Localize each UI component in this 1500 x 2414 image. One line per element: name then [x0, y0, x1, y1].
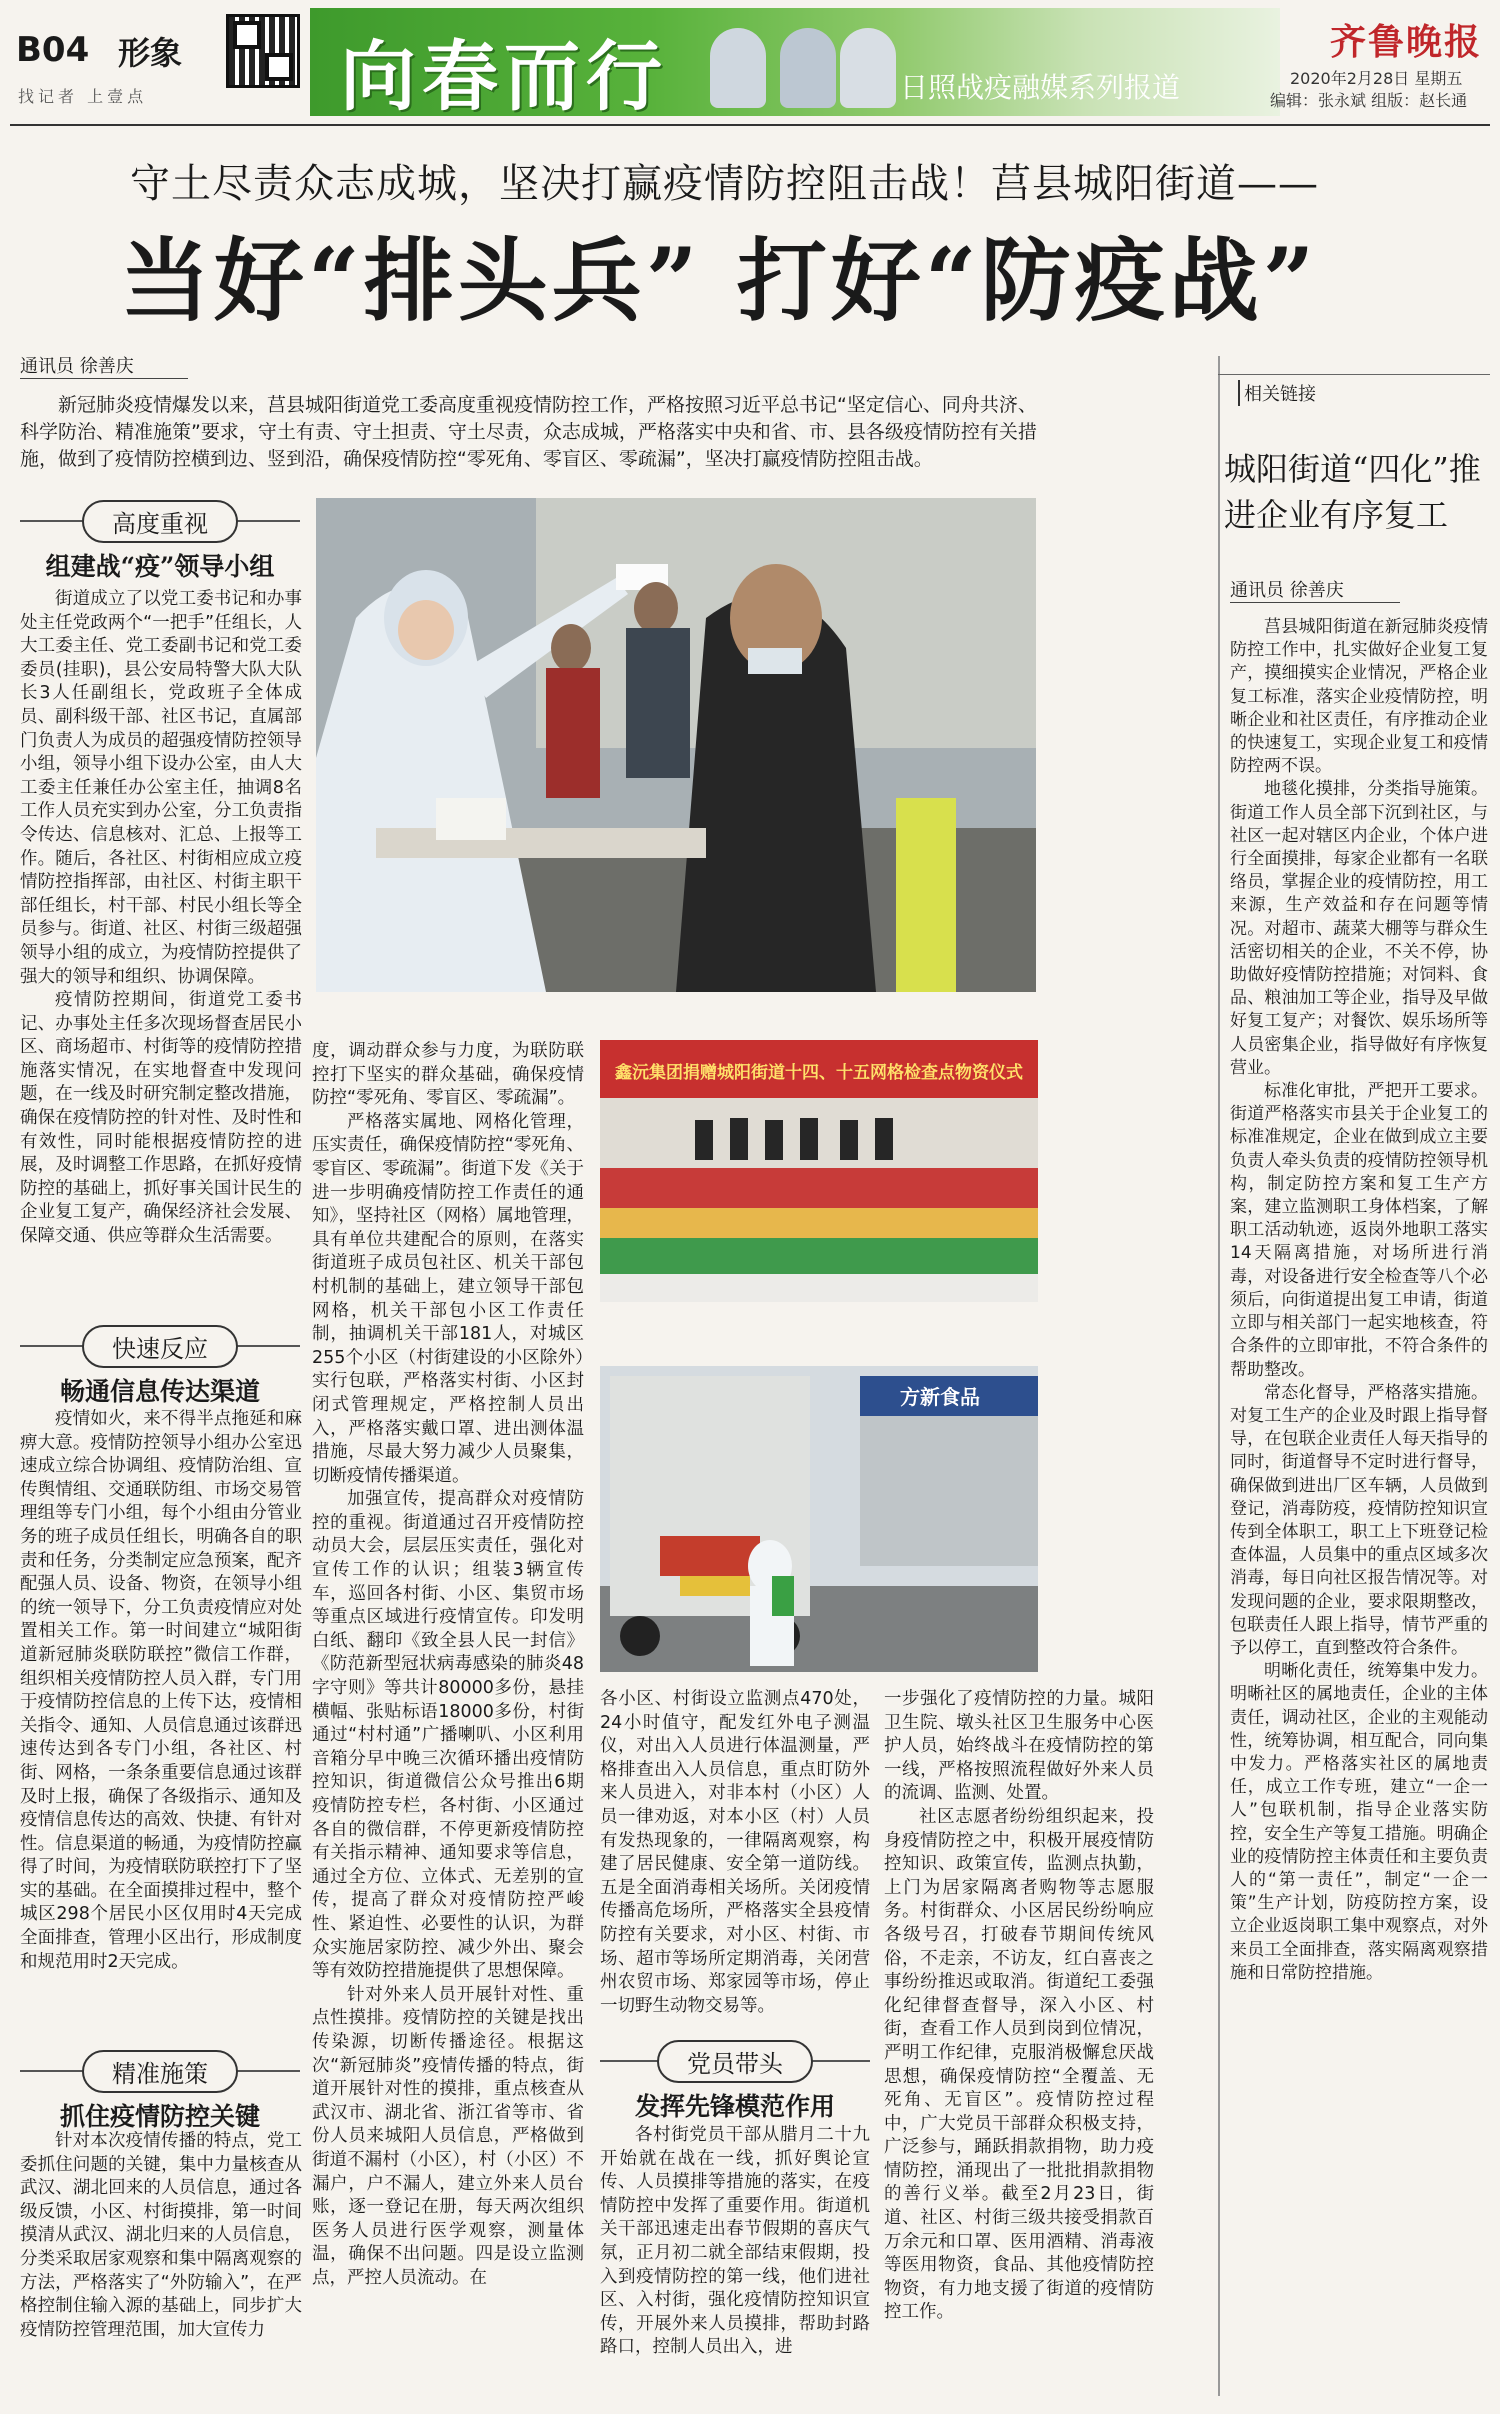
- byline-divider: [20, 378, 188, 379]
- paragraph: 加强宣传，提高群众对疫情防控的重视。街道通过召开疫情防控动员大会，层层压实责任，强化对宣传工作的认识；组装3辆宣传车，巡回各村街、小区、集贸市场等重点区域进行疫情宣传。印发明白纸、翻印《致全县人民一封信》《防范新型冠状病毒感染的肺炎48字守则》等共计80000多份，悬挂横幅、张贴标语18000多份，村街通过“村村通”广播喇叭、小区利用音箱分早中晚三次循环播出疫情防控知识，街道微信公众号推出6期疫情防控专栏，各村街、小区通过各自的微信群，不停更新疫情防控有关指示精神、通知要求等信息，通过全方位、立体式、无差别的宣传，提高了群众对疫情防控严峻性、紧迫性、必要性的认识，为群众实施居家防控、减少外出、聚会等有效防控措施提供了思想保障。: [312, 1489, 584, 1982]
- column-1-block-a: [20, 588, 302, 1310]
- paragraph: 地毯化摸排，分类指导施策。街道工作人员全部下沉到社区，与社区一起对辖区内企业，个体户进行全面摸排，每家企业都有一名联络员，掌握企业的疫情防控，用工来源，生产效益和存在问题等情况。对超市、蔬菜大棚等与群众生活密切相关的企业，不关不停，协助做好疫情防控措施；对饲料、食品、粮油加工等企业，指导及早做好复工复产；对餐饮、娱乐场所等人员密集企业，指导做好有序恢复营业。: [1230, 779, 1488, 1078]
- paragraph: 各村街党员干部从腊月二十九开始就在战在一线，抓好舆论宣传、人员摸排等措施的落实，在疫情防控中发挥了重要作用。街道机关干部迅速走出春节假期的喜庆气氛，正月初二就全部结束假期，投入到疫情防控的第一线，他们进社区、入村街，强化疫情防控知识宣传，开展外来人员摸排，帮助封路路口，控制人员出入，进: [600, 2125, 870, 2358]
- paragraph: 疫情防控期间，街道党工委书记、办事处主任多次现场督查居民小区、商场超市、村街等的疫情防控措施落实情况，在实地督查中发现问题，在一线及时研究制定整改措施，确保在疫情防控的针对性、及时性和有效性，同时能根据疫情防控的进展，及时调整工作思路，在抓好疫情防控的基础上，抓好事关国计民生的企业复工复产，确保经济社会发展、保障交通、供应等群众生活需要。: [20, 990, 302, 1247]
- editor-credits: 编辑：张永斌 组版：赵长通: [1270, 91, 1468, 110]
- section-heading-4-title: 发挥先锋模范作用: [634, 2092, 835, 2121]
- banner-title: 向春而行: [340, 32, 668, 116]
- header-slogan: 找记者 上壹点: [18, 87, 148, 106]
- paragraph: 莒县城阳街道在新冠肺炎疫情防控工作中，扎实做好企业复工复产，摸细摸实企业情况，严格企业复工标准，落实企业疫情防控，明晰企业和社区责任，有序推动企业的快速复工，实现企业复工和疫情防控两不误。: [1230, 617, 1488, 777]
- article-kicker: 守土尽责众志成城，坚决打赢疫情防控阻击战！莒县城阳街道——: [130, 161, 1319, 207]
- section-name: 形象: [118, 34, 183, 72]
- store-sign-text: 方新食品: [900, 1385, 980, 1409]
- section-heading-1: [20, 500, 300, 583]
- masked-person-image: [710, 28, 766, 108]
- related-body: [1230, 616, 1488, 2400]
- header-divider: [10, 124, 1490, 126]
- donation-banner-text: 鑫沅集团捐赠城阳街道十四、十五网格检查点物资仪式: [615, 1063, 1023, 1083]
- related-divider: [1218, 374, 1490, 375]
- paragraph: 一步强化了疫情防控的力量。城阳卫生院、墩头社区卫生服务中心医护人员，始终战斗在疫情防控的第一线，严格按照流程做好外来人员的流调、监测、处置。: [884, 1689, 1154, 1804]
- related-byline-divider: [1230, 602, 1400, 603]
- paragraph: 严格落实属地、网格化管理，压实责任，确保疫情防控“零死角、零盲区、零疏漏”。街道下发《关于进一步明确疫情防控工作责任的通知》，坚持社区（网格）属地管理，具有单位共建配合的原则，在落实街道班子成员包社区、机关干部包村机制的基础上，建立领导干部包网格，机关干部包小区工作责任制，抽调机关干部181人，对城区255个小区（村街建设的小区除外）实行包联，严格落实村街、小区封闭式管理规定，严格控制人员出入，严格落实戴口罩、进出测体温措施，尽最大努力减少人员聚集，切断疫情传播渠道。: [312, 1111, 584, 1486]
- photo-temperature-check: [316, 498, 1036, 992]
- section-heading-4-tag: 党员带头: [657, 2040, 813, 2083]
- paragraph: 标准化审批，严把开工要求。街道严格落实市县关于企业复工的标准准规定，企业在做到成立主要负责人牵头负责的疫情防控领导机构，制定防控方案和复工生产方案，建立监测职工身体档案，了解职工活动轨迹，返岗外地职工落实14天隔离措施，对场所进行消毒，对设备进行安全检查等八个必须后，向街道提出复工申请，街道立即与相关部门一起实地核查，符合条件的立即审批，不符合条件的帮助整改。: [1230, 1081, 1488, 1380]
- banner-subtitle: 日照战疫融媒系列报道: [900, 71, 1181, 104]
- banner: [310, 8, 1280, 116]
- section-heading-3-tag: 精准施策: [82, 2050, 238, 2093]
- related-link-label: 相关链接: [1238, 380, 1316, 406]
- section-heading-1-tag: 高度重视: [82, 500, 238, 543]
- masthead-logo: 齐鲁晚报: [1330, 21, 1483, 63]
- paragraph: 社区志愿者纷纷组织起来，投身疫情防控之中，积极开展疫情防控知识、政策宣传，监测点执勤，上门为居家隔离者购物等志愿服务。村街群众、小区居民纷纷响应各级号召，打破春节期间传统风俗，不走亲，不访友，红白喜丧之事纷纷推迟或取消。街道纪工委强化纪律督查督导，深入小区、村街，查看工作人员到岗到位情况，严明工作纪律，克服消极懈怠厌战思想，确保疫情防控“全覆盖、无死角、无盲区”。疫情防控过程中，广大党员干部群众积极支持，广泛参与，踊跃捐款捐物，助力疫情防控，涌现出了一批批捐款捐物的善行义举。截至2月23日，街道、社区、村街三级共接受捐款百万余元和口罩、医用酒精、消毒液等医用物资，食品、其他疫情防控物资，有力地支援了街道的疫情防控工作。: [884, 1806, 1154, 2323]
- article-lead: 新冠肺炎疫情爆发以来，莒县城阳街道党工委高度重视疫情防控工作，严格按照习近平总书记“坚定信心、同舟共济、科学防治、精准施策”要求，守土有责、守土担责、守土尽责，众志成城，严格落实中央和省、市、县各级疫情防控有关措施，做到了疫情防控横到边、竖到沿，确保疫情防控“零死角、零盲区、零疏漏”，坚决打赢疫情防控阻击战。: [20, 394, 1037, 470]
- section-heading-2-title: 畅通信息传达渠道: [59, 1377, 260, 1406]
- column-3-block-b: [600, 2124, 870, 2400]
- column-1-block-b: [20, 1408, 302, 2032]
- issue-date: 2020年2月28日 星期五: [1290, 69, 1463, 88]
- qr-code-icon[interactable]: [226, 14, 300, 88]
- paragraph: 明晰化责任，统筹集中发力。明晰社区的属地责任，企业的主体责任，调动社区，企业的主观能动性，统筹协调，相互配合，同向集中发力。严格落实社区的属地责任，成立工作专班，建立“一企一人”包联机制，指导企业落实防控，安全生产等复工措施。明确企业的疫情防控主体责任和主要负责人的“第一责任”，制定“一企一策”生产计划，防疫防控方案，设立企业返岗职工集中观察点，对外来员工全面排查，落实隔离观察措施和日常防控措施。: [1230, 1661, 1488, 1983]
- section-heading-2-tag: 快速反应: [82, 1325, 238, 1368]
- photo-truck-disinfection: [600, 1366, 1038, 1672]
- paragraph: 针对本次疫情传播的特点，党工委抓住问题的关键，集中力量核查从武汉、湖北回来的人员信息，通过各级反馈，小区、村街摸排，第一时间摸清从武汉、湖北归来的人员信息，分类采取居家观察和集中隔离观察的方法，严格落实了“外防输入”，在严格控制住输入源的基础上，同步扩大疫情防控管理范围，加大宣传力: [20, 2131, 302, 2340]
- column-3-block-a: [600, 1688, 870, 2026]
- column-1-block-c: [20, 2130, 302, 2400]
- related-byline: 通讯员 徐善庆: [1230, 580, 1344, 601]
- page-code: B04: [16, 30, 90, 70]
- section-heading-3: [20, 2050, 300, 2133]
- column-4: [884, 1688, 1154, 2400]
- article-title: 当好“排头兵” 打好“防疫战”: [120, 228, 1319, 334]
- paragraph: 针对外来人员开展针对性、重点性摸排。疫情防控的关键是找出传染源，切断传播途径。根据这次“新冠肺炎”疫情传播的特点，街道开展针对性的摸排，重点核查从武汉市、湖北省、浙江省等市、省份人员来城阳人员信息，严格做到街道不漏村（小区），村（小区）不漏户，户不漏人，建立外来人员台账，逐一登记在册，每天两次组织医务人员进行医学观察，测量体温，确保不出问题。四是设立监测点，严控人员流动。在: [312, 1984, 584, 2288]
- paragraph: 街道成立了以党工委书记和办事处主任党政两个“一把手”任组长，人大工委主任、党工委副书记和党工委委员(挂职)，县公安局特警大队大队长3人任副组长，党政班子全体成员、副科级干部、社区书记，直属部门负责人为成员的超强疫情防控领导小组，领导小组下设办公室，由人大工委主任兼任办公室主任，抽调8名工作人员充实到办公室，分工负责指令传达、信息核对、汇总、上报等工作。随后，各社区、村街相应成立疫情防控指挥部，由社区、村街主职干部任组长，村干部、村民小组长等全员参与。街道、社区、村街三级超强领导小组的成立，为疫情防控提供了强大的领导和组织、协调保障。: [20, 589, 302, 987]
- photo-donation-ceremony: [600, 1040, 1038, 1302]
- section-heading-4: [600, 2040, 870, 2123]
- sidebar-divider: [1218, 356, 1220, 2396]
- section-heading-3-title: 抓住疫情防控关键: [59, 2102, 260, 2131]
- column-2: [312, 1040, 584, 2400]
- masked-person-image: [780, 28, 836, 108]
- paragraph: 疫情如火，来不得半点拖延和麻痹大意。疫情防控领导小组办公室迅速成立综合协调组、疫情防治组、宣传舆情组、交通联防组、市场交易管理组等专门小组，每个小组由分管业务的班子成员任组长，明确各自的职责和任务，分类制定应急预案，配齐配强人员、设备、物资，在领导小组的统一领导下，分工负责疫情应对处置相关工作。第一时间建立“城阳街道新冠肺炎联防联控”微信工作群，组织相关疫情防控人员入群，专门用于疫情防控信息的上传下达，疫情相关指令、通知、人员信息通过该群迅速传达到各专门小组，各社区、村街、网格，一条条重要信息通过该群及时上报，确保了各级指示、通知及疫情信息传达的高效、快捷、有针对性。信息渠道的畅通，为疫情防控赢得了时间，为疫情联防联控打下了坚实的基础。在全面摸排过程中，整个城区298个居民小区仅用时4天完成全面排查，管理小区出行，形成制度和规范用时2天完成。: [20, 1409, 302, 1972]
- paragraph: 各小区、村街设立监测点470处，24小时值守，配发红外电子测温仪，对出入人员进行体温测量，严格排查出入人员信息，重点盯防外来人员进入，对非本村（小区）人员一律劝返，对本小区（村）人员有发热现象的，一律隔离观察，构建了居民健康、安全第一道防线。五是全面消毒相关场所。关闭疫情传播高危场所，严格落实全县疫情防控有关要求，对小区、村街、市场、超市等场所定期消毒，关闭营州农贸市场、郑家园等市场，停止一切野生动物交易等。: [600, 1689, 870, 2016]
- related-title: 城阳街道“四化”推进企业有序复工: [1224, 450, 1481, 534]
- section-heading-1-title: 组建战“疫”领导小组: [45, 552, 275, 581]
- section-heading-2: [20, 1325, 300, 1408]
- article-byline: 通讯员 徐善庆: [20, 356, 134, 377]
- paragraph: 度，调动群众参与力度，为联防联控打下坚实的群众基础，确保疫情防控“零死角、零盲区、零疏漏”。: [312, 1041, 584, 1109]
- masked-person-image: [840, 28, 896, 108]
- paragraph: 常态化督导，严格落实措施。对复工生产的企业及时跟上指导督导，在包联企业责任人每天指导的同时，街道督导不定时进行督导，确保做到进出厂区车辆，人员做到登记，消毒防疫，疫情防控知识宣传到全体职工，职工上下班登记检查体温，人员集中的重点区域多次消毒，每日向社区报告情况等。对发现问题的企业，要求限期整改，包联责任人跟上指导，情节严重的予以停工，直到整改符合条件。: [1230, 1382, 1488, 1658]
